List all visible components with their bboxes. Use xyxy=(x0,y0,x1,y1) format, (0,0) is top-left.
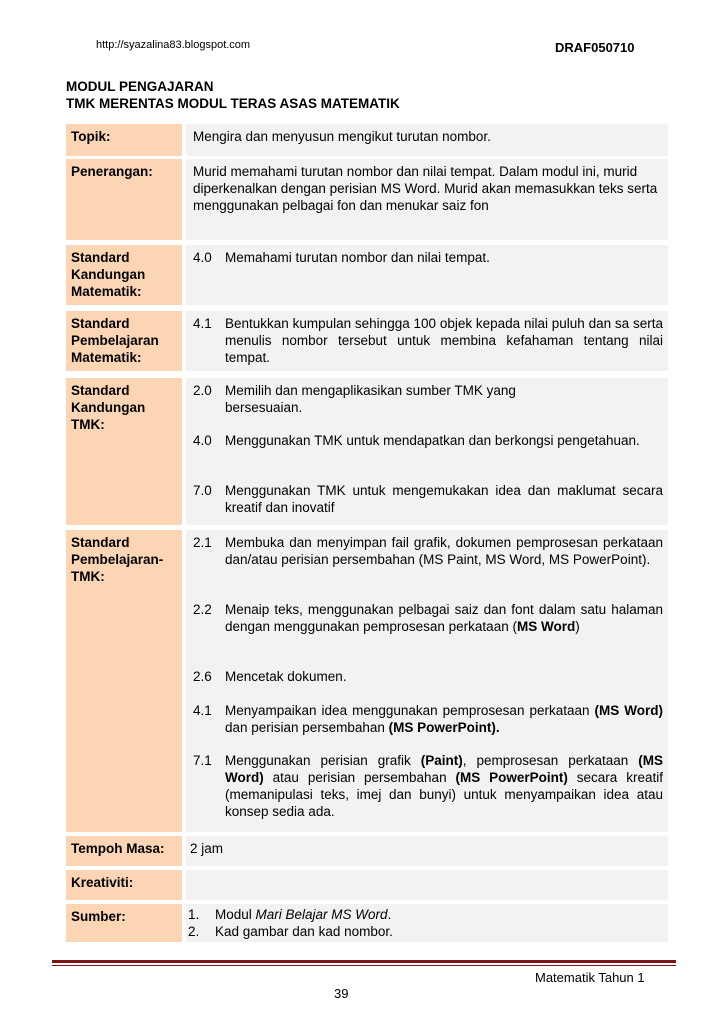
item-number: 4.1 xyxy=(193,703,212,718)
label-sp-matematik: Standard Pembelajaran Matematik: xyxy=(66,311,182,371)
sk-tmk-item: Memilih dan mengaplikasikan sumber TMK yang bersesuaian. xyxy=(225,383,516,415)
item-number: 7.1 xyxy=(193,753,212,768)
footer-rule xyxy=(52,960,676,963)
module-subtitle: TMK MERENTAS MODUL TERAS ASAS MATEMATIK xyxy=(66,96,400,111)
penerangan-text: Murid memahami turutan nombor dan nilai tempat. Dalam modul ini, murid diperkenalkan dengan perisian MS Word. Murid akan memasukkan teks serta menggunakan pelbagai fon dan menukar saiz fon xyxy=(193,164,658,213)
page-number: 39 xyxy=(334,986,349,1001)
label-sk-matematik: Standard Kandungan Matematik: xyxy=(66,245,182,305)
item-number: 1. xyxy=(188,907,200,922)
cell-tempoh-masa xyxy=(186,836,668,866)
label-tempoh-masa: Tempoh Masa: xyxy=(66,836,182,866)
sk-matematik-text: Memahami turutan nombor dan nilai tempat. xyxy=(225,250,490,265)
tempoh-masa-text: 2 jam xyxy=(190,841,224,856)
item-number: 7.0 xyxy=(193,483,212,498)
item-number: 4.0 xyxy=(193,433,212,448)
sp-tmk-item: Membuka dan menyimpan fail grafik, dokumen pemprosesan perkataan dan/atau perisian persembahan (MS Paint, MS Word, MS PowerPoint). xyxy=(225,535,663,567)
item-number: 2.6 xyxy=(193,669,212,684)
label-sumber: Sumber: xyxy=(66,904,182,942)
footer-subject: Matematik Tahun 1 xyxy=(535,970,645,985)
sumber-item: Kad gambar dan kad nombor. xyxy=(215,924,393,939)
cell-kreativiti xyxy=(186,870,668,900)
item-number: 4.0 xyxy=(193,250,212,265)
topik-text: Mengira dan menyusun mengikut turutan nombor. xyxy=(193,129,491,144)
item-number: 2.0 xyxy=(193,383,212,398)
document-code: DRAF050710 xyxy=(555,40,635,55)
sumber-item: Modul Mari Belajar MS Word. xyxy=(215,907,392,922)
item-number: 4.1 xyxy=(193,316,212,331)
header-url: http://syazalina83.blogspot.com xyxy=(96,39,251,51)
module-title: MODUL PENGAJARAN xyxy=(66,79,214,94)
label-topik: Topik: xyxy=(66,124,182,156)
sk-tmk-item: Menggunakan TMK untuk mengemukakan idea dan maklumat secara kreatif dan inovatif xyxy=(225,483,663,515)
label-sp-tmk: Standard Pembelajaran- TMK: xyxy=(66,530,182,832)
sp-tmk-item: Mencetak dokumen. xyxy=(225,669,347,684)
item-number: 2.2 xyxy=(193,602,212,617)
sk-tmk-item: Menggunakan TMK untuk mendapatkan dan berkongsi pengetahuan. xyxy=(225,433,640,448)
sp-tmk-item: Menyampaikan idea menggunakan pemprosesan perkataan (MS Word) dan perisian persembahan (MS PowerPoint). xyxy=(225,703,663,735)
item-number: 2. xyxy=(188,924,200,939)
sp-tmk-item: Menaip teks, menggunakan pelbagai saiz dan font dalam satu halaman dengan menggunakan pemprosesan perkataan (MS Word) xyxy=(225,602,663,634)
item-number: 2.1 xyxy=(193,535,212,550)
sp-matematik-text: Bentukkan kumpulan sehingga 100 objek kepada nilai puluh dan sa serta menulis nombor tersebut untuk membina kefahaman tentang nilai tempat. xyxy=(225,316,663,365)
label-sk-tmk: Standard Kandungan TMK: xyxy=(66,378,182,525)
label-penerangan: Penerangan: xyxy=(66,159,182,240)
footer-rule-thin xyxy=(52,965,676,966)
sp-tmk-item: Menggunakan perisian grafik (Paint), pemprosesan perkataan (MS Word) atau perisian persembahan (MS PowerPoint) secara kreatif (memanipulasi teks, imej dan bunyi) untuk menyampaikan idea atau konsep sedia ada. xyxy=(225,753,663,819)
label-kreativiti: Kreativiti: xyxy=(66,870,182,900)
